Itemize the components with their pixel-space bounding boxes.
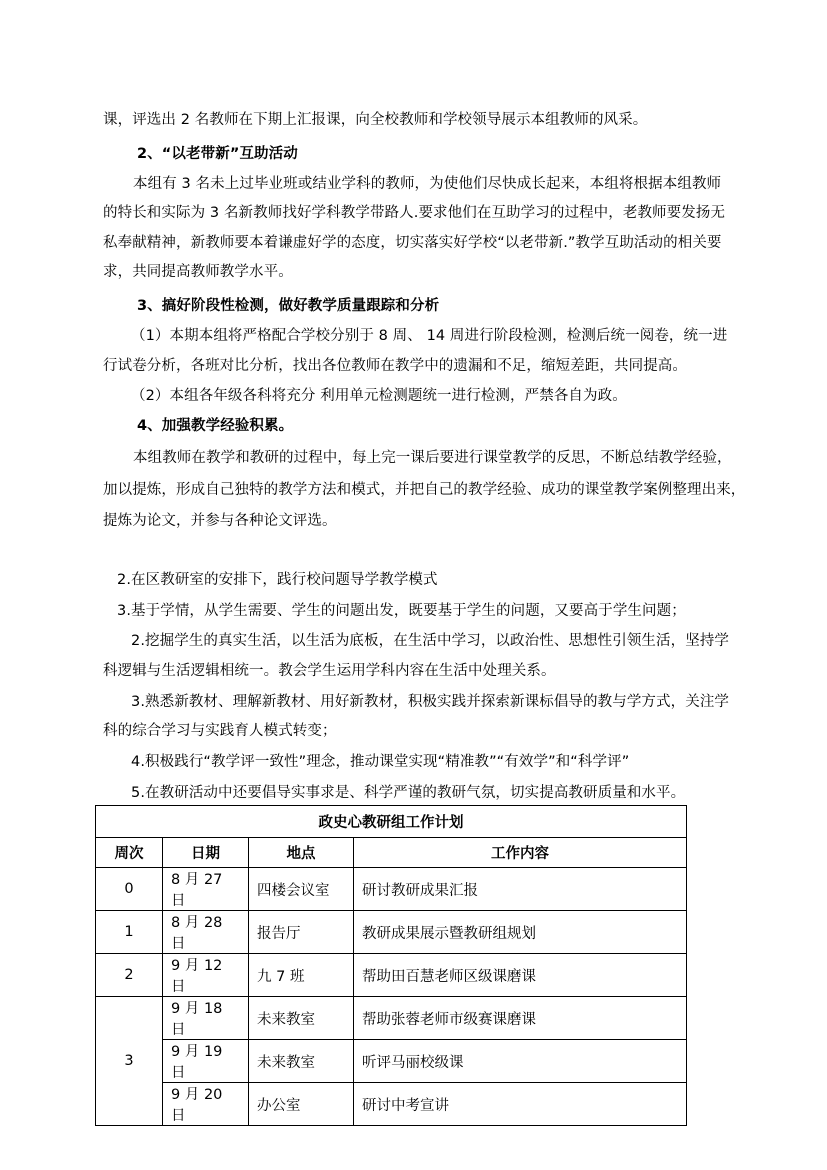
table-title: 政史心教研组工作计划 xyxy=(96,806,687,838)
paragraph-line: 的特长和实际为 3 名新教师找好学科教学带路人.要求他们在互助学习的过程中，老教师要发扬无 xyxy=(103,205,726,221)
header-place: 地点 xyxy=(249,838,354,868)
cell-place: 四楼会议室 xyxy=(249,868,354,911)
paragraph-line: 提炼为论文，并参与各种论文评选。 xyxy=(103,513,337,529)
table-row xyxy=(96,997,687,1040)
paragraph-line: （1）本期本组将严格配合学校分别于 8 周、 14 周进行阶段检测，检测后统一阅卷，统一进 xyxy=(131,328,728,344)
cell-week: 2 xyxy=(96,954,163,997)
section-heading-2: 2、“以老带新”互助活动 xyxy=(137,146,298,162)
table-row xyxy=(96,1040,687,1083)
list-item: 4.积极践行“教学评一致性”理念，推动课堂实现“精准教”“有效学”和“科学评” xyxy=(131,754,630,770)
table-row xyxy=(96,911,687,954)
list-item: 3.熟悉新教材、理解新教材、用好新教材，积极实践并探索新课标倡导的教与学方式，关注学 xyxy=(131,694,730,710)
paragraph-line: （2）本组各年级各科将充分 利用单元检测题统一进行检测，严禁各自为政。 xyxy=(131,388,627,404)
cell-date: 9 月 18 日 xyxy=(163,997,249,1040)
cell-content: 教研成果展示暨教研组规划 xyxy=(354,911,687,954)
cell-place: 未来教室 xyxy=(249,1040,354,1083)
table-header-row xyxy=(96,838,687,868)
table-row xyxy=(96,1083,687,1126)
cell-week: 1 xyxy=(96,911,163,954)
cell-content: 听评马丽校级课 xyxy=(354,1040,687,1083)
list-item-continuation: 科逻辑与生活逻辑相统一。教会学生运用学科内容在生活中处理关系。 xyxy=(103,663,556,679)
cell-content: 研讨教研成果汇报 xyxy=(354,868,687,911)
cell-date: 8 月 28 日 xyxy=(163,911,249,954)
list-item: 5.在教研活动中还要倡导实事求是、科学严谨的教研气氛，切实提高教研质量和水平。 xyxy=(131,785,686,801)
list-item: 3.基于学情，从学生需要、学生的问题出发，既要基于学生的问题，又要高于学生问题； xyxy=(117,603,686,619)
section-heading-4: 4、加强教学经验积累。 xyxy=(137,418,294,434)
paragraph-line: 本组有 3 名未上过毕业班或结业学科的教师，为使他们尽快成长起来，本组将根据本组教师 xyxy=(133,176,722,192)
cell-date: 9 月 20 日 xyxy=(163,1083,249,1126)
header-week: 周次 xyxy=(96,838,163,868)
cell-date: 8 月 27 日 xyxy=(163,868,249,911)
cell-content: 帮助张蓉老师市级赛课磨课 xyxy=(354,997,687,1040)
table-row xyxy=(96,868,687,911)
cell-content: 研讨中考宣讲 xyxy=(354,1083,687,1126)
cell-place: 报告厅 xyxy=(249,911,354,954)
paragraph-line: 求，共同提高教师教学水平。 xyxy=(103,264,293,280)
paragraph-line: 私奉献精神，新教师要本着谦虚好学的态度，切实落实好学校“以老带新.”教学互助活动的相关要 xyxy=(103,235,722,251)
cell-place: 未来教室 xyxy=(249,997,354,1040)
list-item-continuation: 科的综合学习与实践育人模式转变； xyxy=(103,723,337,739)
cell-place: 办公室 xyxy=(249,1083,354,1126)
paragraph-line: 本组教师在教学和教研的过程中，每上完一课后要进行课堂教学的反思，不断总结教学经验， xyxy=(133,450,732,466)
paragraph-line: 课，评选出 2 名教师在下期上汇报课，向全校教师和学校领导展示本组教师的风采。 xyxy=(103,112,648,128)
table-row xyxy=(96,954,687,997)
table-title-row xyxy=(96,806,687,838)
list-item: 2.在区教研室的安排下，践行校问题导学教学模式 xyxy=(117,572,438,588)
cell-date: 9 月 12 日 xyxy=(163,954,249,997)
cell-content: 帮助田百慧老师区级课磨课 xyxy=(354,954,687,997)
paragraph-line: 加以提炼，形成自己独特的教学方法和模式，并把自己的教学经验、成功的课堂教学案例整理出来， xyxy=(103,482,746,498)
cell-week: 0 xyxy=(96,868,163,911)
list-item: 2.挖掘学生的真实生活，以生活为底板，在生活中学习，以政治性、思想性引领生活，坚持学 xyxy=(131,633,730,649)
cell-place: 九 7 班 xyxy=(249,954,354,997)
cell-date: 9 月 19 日 xyxy=(163,1040,249,1083)
section-heading-3: 3、搞好阶段性检测，做好教学质量跟踪和分析 xyxy=(137,298,440,314)
paragraph-line: 行试卷分析，各班对比分析，找出各位教师在教学中的遗漏和不足，缩短差距，共同提高。 xyxy=(103,358,687,374)
header-date: 日期 xyxy=(163,838,249,868)
cell-week-merged: 3 xyxy=(96,997,163,1126)
header-content: 工作内容 xyxy=(354,838,687,868)
work-plan-table xyxy=(95,805,687,1126)
